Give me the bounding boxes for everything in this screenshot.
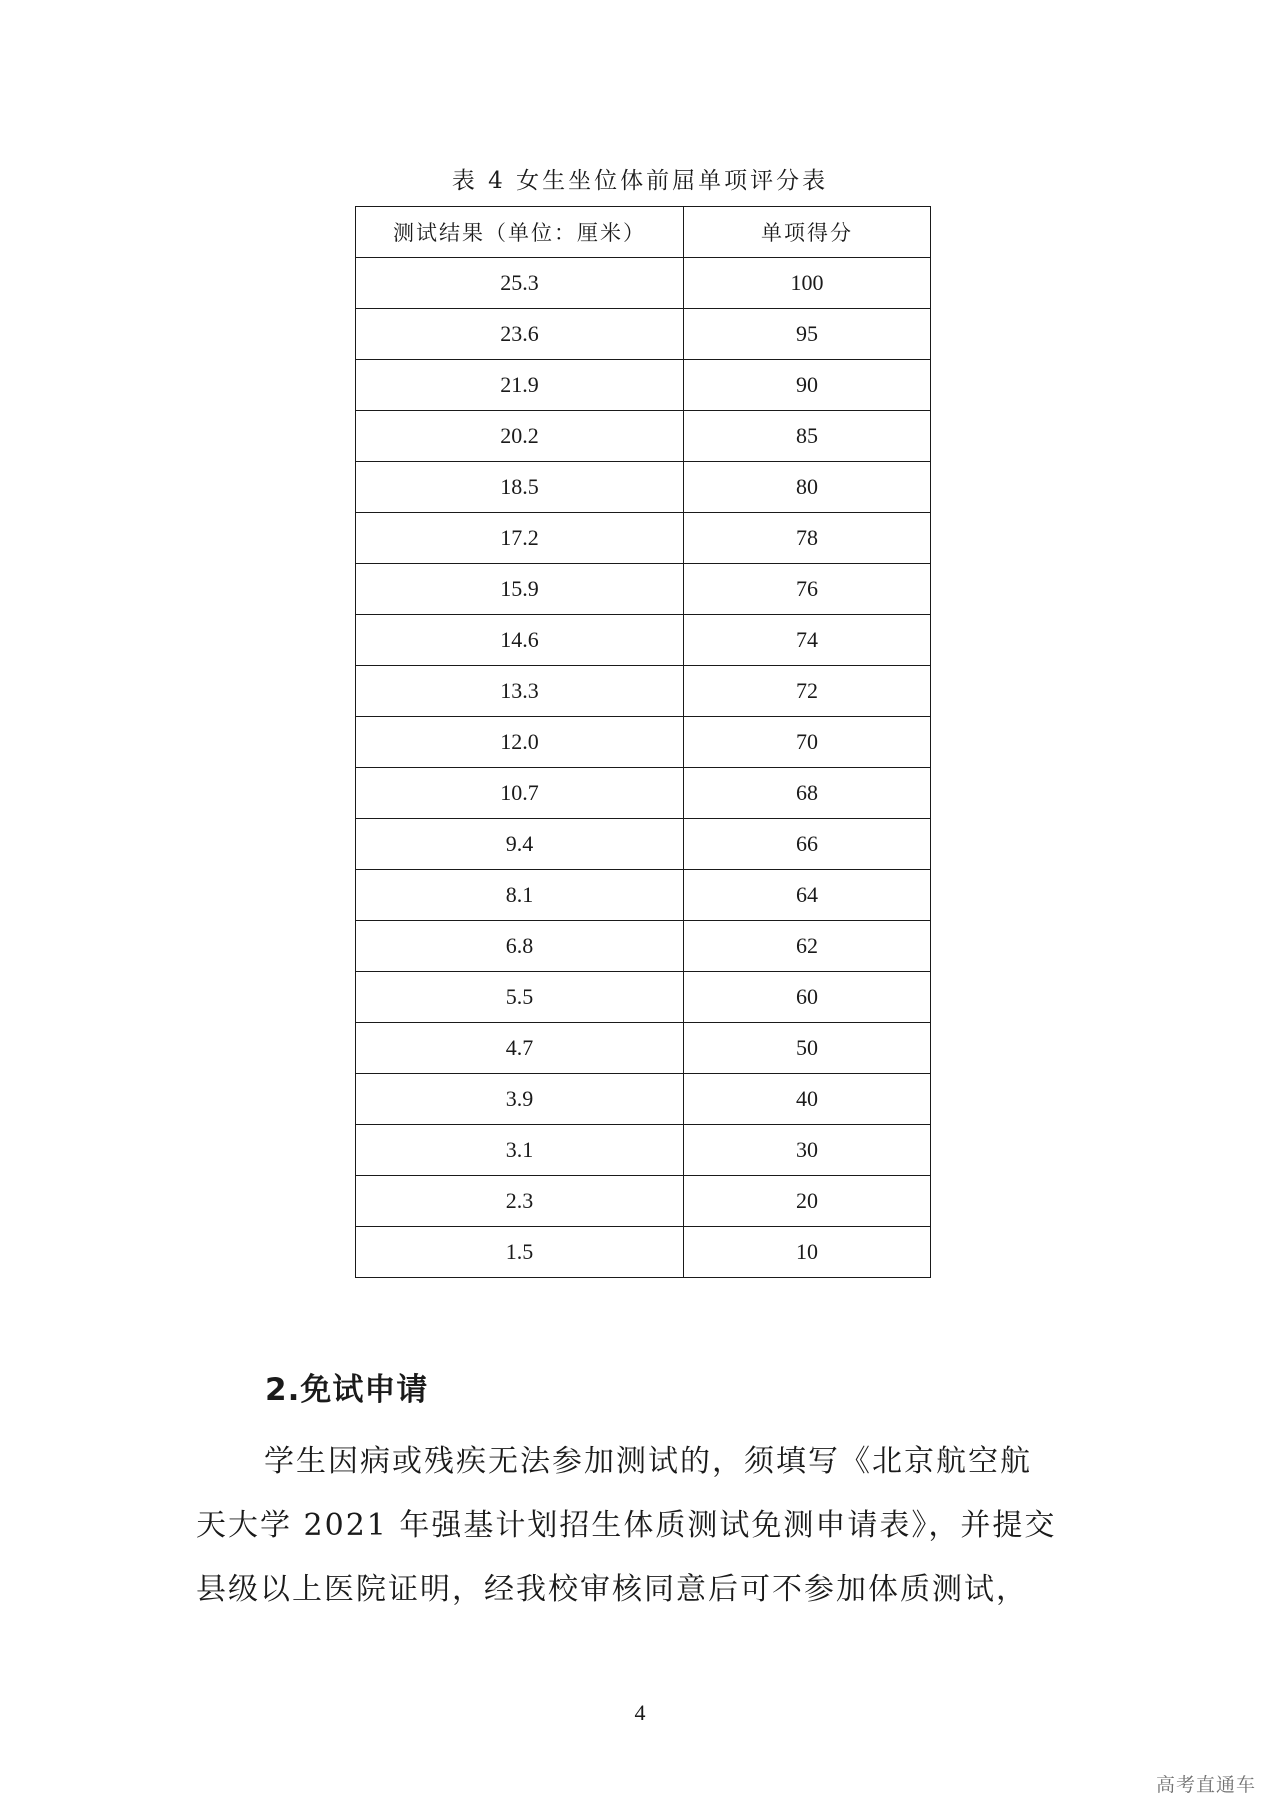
cell-result: 12.0 — [356, 717, 684, 768]
table-row — [356, 411, 931, 462]
cell-score: 60 — [684, 972, 931, 1023]
paragraph-line: 学生因病或残疾无法参加测试的，须填写《北京航空航 — [264, 1444, 1032, 1479]
cell-score: 68 — [684, 768, 931, 819]
table-row — [356, 972, 931, 1023]
cell-score: 10 — [684, 1227, 931, 1278]
cell-result: 9.4 — [356, 819, 684, 870]
cell-score: 50 — [684, 1023, 931, 1074]
section-heading: 2.免试申请 — [265, 1372, 429, 1408]
table-row — [356, 768, 931, 819]
cell-result: 2.3 — [356, 1176, 684, 1227]
score-table — [355, 206, 931, 1278]
cell-score: 85 — [684, 411, 931, 462]
table-row — [356, 666, 931, 717]
cell-score: 66 — [684, 819, 931, 870]
table-row — [356, 870, 931, 921]
table-header-row — [356, 207, 931, 258]
cell-result: 25.3 — [356, 258, 684, 309]
cell-score: 30 — [684, 1125, 931, 1176]
cell-result: 13.3 — [356, 666, 684, 717]
table-row — [356, 360, 931, 411]
cell-result: 6.8 — [356, 921, 684, 972]
cell-score: 64 — [684, 870, 931, 921]
table-caption: 表 4 女生坐位体前屈单项评分表 — [451, 168, 829, 194]
table-row — [356, 1074, 931, 1125]
cell-score: 72 — [684, 666, 931, 717]
cell-score: 62 — [684, 921, 931, 972]
cell-result: 8.1 — [356, 870, 684, 921]
cell-result: 18.5 — [356, 462, 684, 513]
cell-result: 14.6 — [356, 615, 684, 666]
cell-score: 90 — [684, 360, 931, 411]
table-row — [356, 462, 931, 513]
table-row — [356, 819, 931, 870]
cell-score: 76 — [684, 564, 931, 615]
paragraph-line: 县级以上医院证明，经我校审核同意后可不参加体质测试， — [196, 1572, 1028, 1607]
cell-score: 70 — [684, 717, 931, 768]
cell-score: 78 — [684, 513, 931, 564]
table-row — [356, 615, 931, 666]
cell-score: 95 — [684, 309, 931, 360]
cell-score: 80 — [684, 462, 931, 513]
cell-score: 20 — [684, 1176, 931, 1227]
body-paragraph — [196, 1430, 1096, 1622]
page-number: 4 — [634, 1700, 646, 1725]
cell-result: 21.9 — [356, 360, 684, 411]
cell-result: 15.9 — [356, 564, 684, 615]
table-row — [356, 921, 931, 972]
cell-score: 74 — [684, 615, 931, 666]
table-row — [356, 1125, 931, 1176]
table-body — [356, 258, 931, 1278]
table-row — [356, 1227, 931, 1278]
cell-result: 17.2 — [356, 513, 684, 564]
cell-score: 40 — [684, 1074, 931, 1125]
table-row — [356, 513, 931, 564]
column-header-score: 单项得分 — [684, 207, 931, 258]
cell-score: 100 — [684, 258, 931, 309]
cell-result: 3.9 — [356, 1074, 684, 1125]
table-row — [356, 258, 931, 309]
table-row — [356, 564, 931, 615]
watermark: 高考直通车 — [1155, 1774, 1256, 1796]
table-row — [356, 1023, 931, 1074]
cell-result: 4.7 — [356, 1023, 684, 1074]
table-row — [356, 1176, 931, 1227]
table-row — [356, 309, 931, 360]
cell-result: 5.5 — [356, 972, 684, 1023]
cell-result: 3.1 — [356, 1125, 684, 1176]
cell-result: 1.5 — [356, 1227, 684, 1278]
cell-result: 23.6 — [356, 309, 684, 360]
cell-result: 20.2 — [356, 411, 684, 462]
paragraph-line: 天大学 2021 年强基计划招生体质测试免测申请表》，并提交 — [196, 1508, 1057, 1543]
table-row — [356, 717, 931, 768]
cell-result: 10.7 — [356, 768, 684, 819]
column-header-result: 测试结果（单位：厘米） — [356, 207, 684, 258]
